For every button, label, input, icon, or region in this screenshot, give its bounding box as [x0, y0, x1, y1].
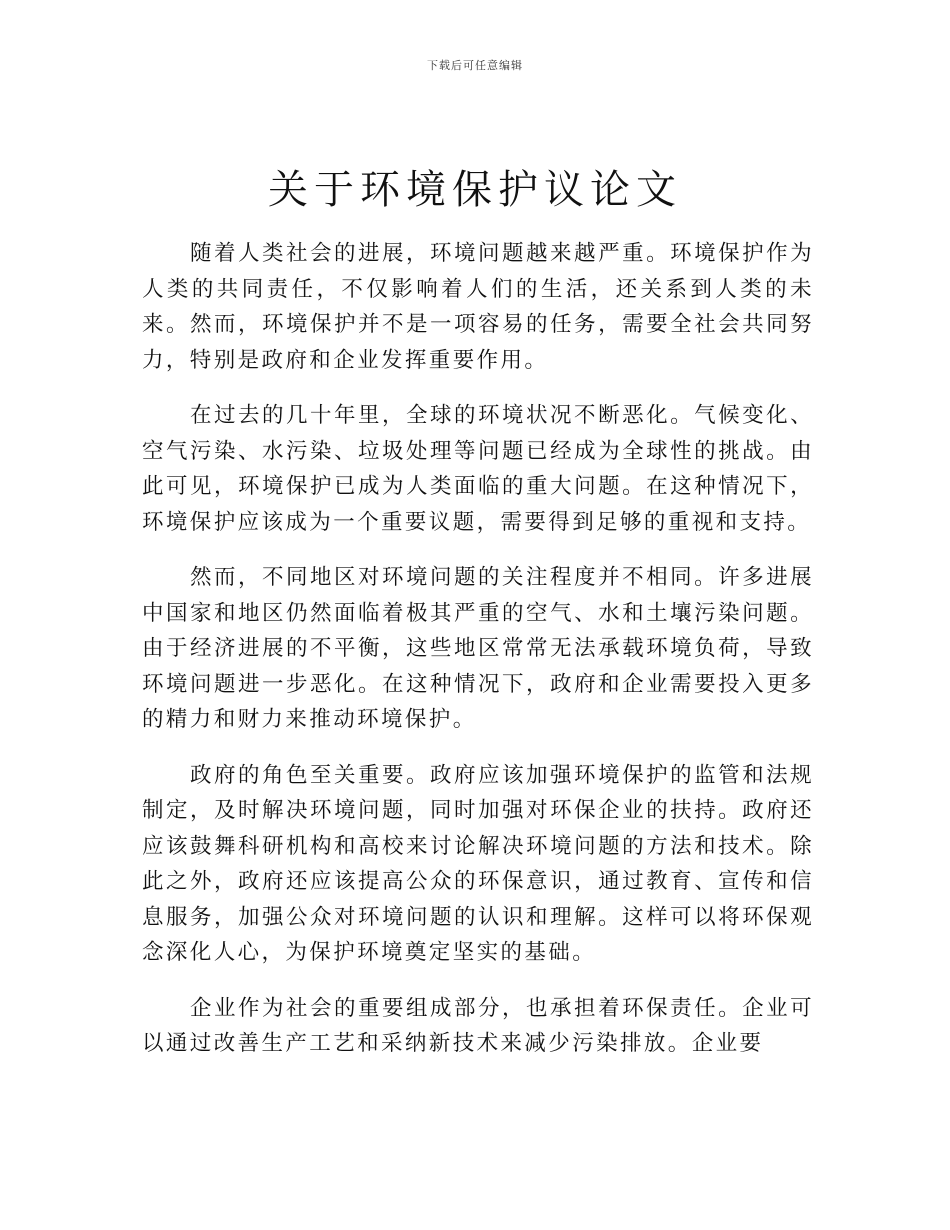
paragraph-2: 在过去的几十年里，全球的环境状况不断恶化。气候变化、空气污染、水污染、垃圾处理等问题已经成为全球性的挑战。由此可见，环境保护已成为人类面临的重大问题。在这种情况下，环境保护应该成为一个重要议题，需要得到足够的重视和支持。 — [142, 403, 814, 535]
header-note: 下载后可任意编辑 — [427, 59, 523, 72]
paragraph-1: 随着人类社会的进展，环境问题越来越严重。环境保护作为人类的共同责任，不仅影响着人们的生活，还关系到人类的未来。然而，环境保护并不是一项容易的任务，需要全社会共同努力，特别是政府和企业发挥重要作用。 — [142, 241, 814, 373]
paragraph-4: 政府的角色至关重要。政府应该加强环境保护的监管和法规制定，及时解决环境问题，同时加强对环保企业的扶持。政府还应该鼓舞科研机构和高校来讨论解决环境问题的方法和技术。除此之外，政府还应该提高公众的环保意识，通过教育、宣传和信息服务，加强公众对环境问题的认识和理解。这样可以将环保观念深化人心，为保护环境奠定坚实的基础。 — [142, 762, 814, 965]
document-title: 关于环境保护议论文 — [268, 167, 682, 213]
paragraph-5: 企业作为社会的重要组成部分，也承担着环保责任。企业可以通过改善生产工艺和采纳新技术来减少污染排放。企业要 — [142, 995, 814, 1056]
document-body — [142, 236, 814, 1082]
paragraph-3: 然而，不同地区对环境问题的关注程度并不相同。许多进展中国家和地区仍然面临着极其严重的空气、水和土壤污染问题。由于经济进展的不平衡，这些地区常常无法承载环境负荷，导致环境问题进一步恶化。在这种情况下，政府和企业需要投入更多的精力和财力来推动环境保护。 — [142, 565, 814, 732]
